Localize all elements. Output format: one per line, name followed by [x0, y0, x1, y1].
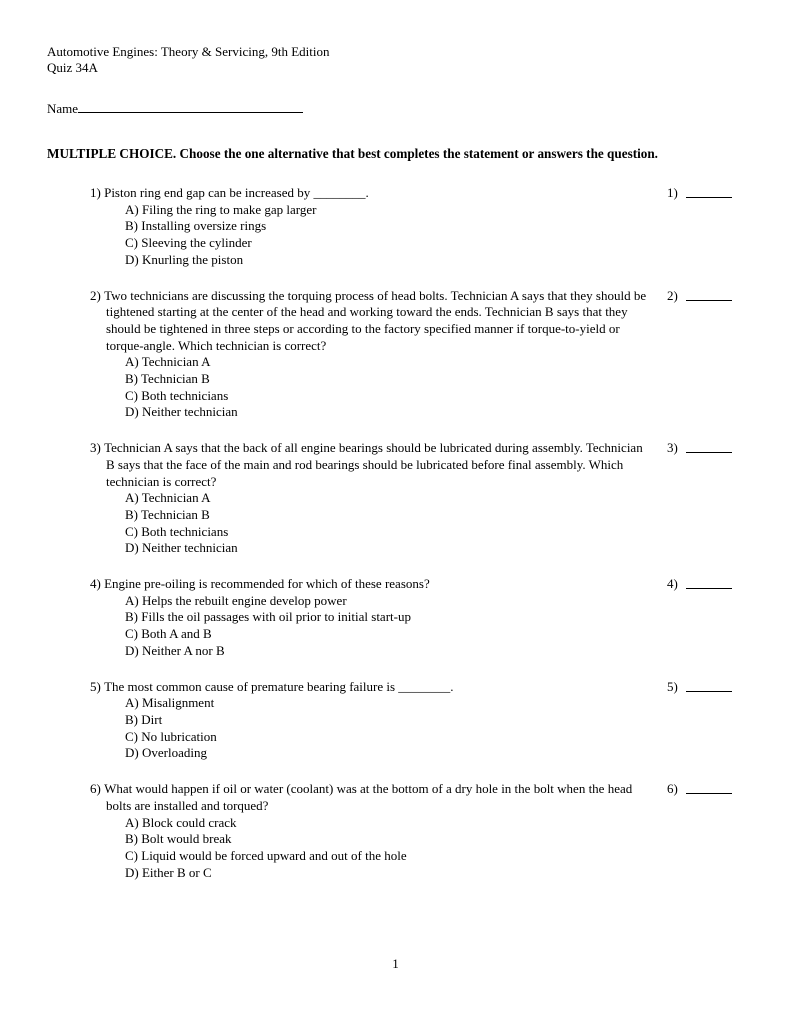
option: C) Sleeving the cylinder	[125, 235, 252, 251]
answer-cell	[667, 576, 745, 592]
question-number: 3)	[90, 440, 101, 456]
option: C) No lubrication	[125, 728, 217, 744]
question-text-line	[90, 576, 653, 593]
options-list	[125, 490, 653, 557]
document-title: Automotive Engines: Theory & Servicing, 9th Edition	[47, 44, 330, 59]
answer-number: 1)	[667, 185, 678, 200]
question-number: 1)	[90, 185, 101, 200]
question-text-line	[90, 679, 653, 696]
answer-cell	[667, 440, 745, 456]
page-number: 1	[392, 956, 399, 971]
option: C) Liquid would be forced upward and out of the hole	[125, 847, 407, 863]
option: B) Technician B	[125, 371, 210, 387]
question-text: What would happen if oil or water (coolant) was at the bottom of a dry hole in the bolt when the head bolts are installed and torqued?	[104, 781, 633, 813]
name-row	[47, 101, 745, 117]
option: D) Either B or C	[125, 864, 212, 880]
answer-cell	[667, 679, 745, 695]
instructions-heading: MULTIPLE CHOICE. Choose the one alternative that best completes the statement or answers the question.	[47, 145, 658, 161]
answer-blank-line	[686, 440, 732, 453]
option: A) Technician A	[125, 354, 211, 370]
question-block	[90, 185, 745, 269]
answer-blank-line	[686, 781, 732, 794]
document-subtitle: Quiz 34A	[47, 60, 98, 76]
answer-blank-line	[686, 576, 732, 589]
question-block	[90, 288, 745, 422]
option: B) Bolt would break	[125, 831, 232, 847]
answer-number: 5)	[667, 678, 678, 694]
option: B) Technician B	[125, 506, 210, 522]
question-number: 5)	[90, 678, 101, 694]
option: D) Neither A nor B	[125, 642, 225, 658]
question-text: Two technicians are discussing the torquing process of head bolts. Technician A says that they should be tightened starting at the center of the head and working toward the ends. Technician B says that they should be tightened in three steps or according to the factory specified manner if torque-to-yield or torque-angle. Which technician is correct?	[104, 287, 647, 353]
option: B) Installing oversize rings	[125, 218, 267, 234]
question-number: 4)	[90, 576, 101, 592]
question-text: Technician A says that the back of all engine bearings should be lubricated during assembly. Technician B says that the face of the main and rod bearings should be lubricated before final assembly. Which technician is correct?	[104, 440, 643, 489]
option: A) Technician A	[125, 490, 211, 506]
question-block	[90, 781, 745, 881]
options-list	[125, 815, 653, 882]
options-list	[125, 354, 653, 421]
name-label: Name	[47, 100, 79, 116]
answer-cell	[667, 185, 745, 201]
answer-cell	[667, 288, 745, 304]
name-blank-line	[78, 101, 303, 113]
question-main	[90, 440, 667, 557]
option: A) Filing the ring to make gap larger	[125, 201, 317, 217]
answer-number: 2)	[667, 287, 678, 303]
questions-list	[90, 185, 745, 881]
option: A) Misalignment	[125, 695, 215, 711]
question-text: Piston ring end gap can be increased by ________.	[104, 185, 369, 200]
question-main	[90, 288, 667, 422]
question-text: The most common cause of premature bearing failure is ________.	[104, 678, 454, 694]
options-list	[125, 202, 653, 269]
answer-number: 6)	[667, 781, 678, 797]
options-list	[125, 695, 653, 762]
option: B) Dirt	[125, 711, 163, 727]
question-text-line	[90, 288, 653, 355]
question-block	[90, 440, 745, 557]
question-number: 2)	[90, 287, 101, 303]
option: A) Block could crack	[125, 814, 237, 830]
option: A) Helps the rebuilt engine develop power	[125, 592, 347, 608]
option: C) Both technicians	[125, 523, 229, 539]
question-block	[90, 679, 745, 763]
question-main	[90, 679, 667, 763]
question-block	[90, 576, 745, 660]
question-number: 6)	[90, 781, 101, 797]
question-main	[90, 185, 667, 269]
option: D) Neither technician	[125, 540, 238, 556]
answer-blank-line	[686, 288, 732, 301]
option: D) Neither technician	[125, 404, 238, 420]
options-list	[125, 593, 653, 660]
option: C) Both A and B	[125, 626, 212, 642]
answer-blank-line	[686, 185, 732, 198]
question-text-line	[90, 440, 653, 490]
question-text-line	[90, 781, 653, 814]
question-text: Engine pre-oiling is recommended for which of these reasons?	[104, 576, 430, 592]
answer-number: 3)	[667, 440, 678, 456]
question-main	[90, 781, 667, 881]
question-text-line	[90, 185, 653, 202]
option: C) Both technicians	[125, 387, 229, 403]
answer-cell	[667, 781, 745, 797]
question-main	[90, 576, 667, 660]
option: D) Overloading	[125, 745, 207, 761]
option: B) Fills the oil passages with oil prior to initial start-up	[125, 609, 411, 625]
answer-blank-line	[686, 679, 732, 692]
option: D) Knurling the piston	[125, 251, 244, 267]
answer-number: 4)	[667, 576, 678, 592]
